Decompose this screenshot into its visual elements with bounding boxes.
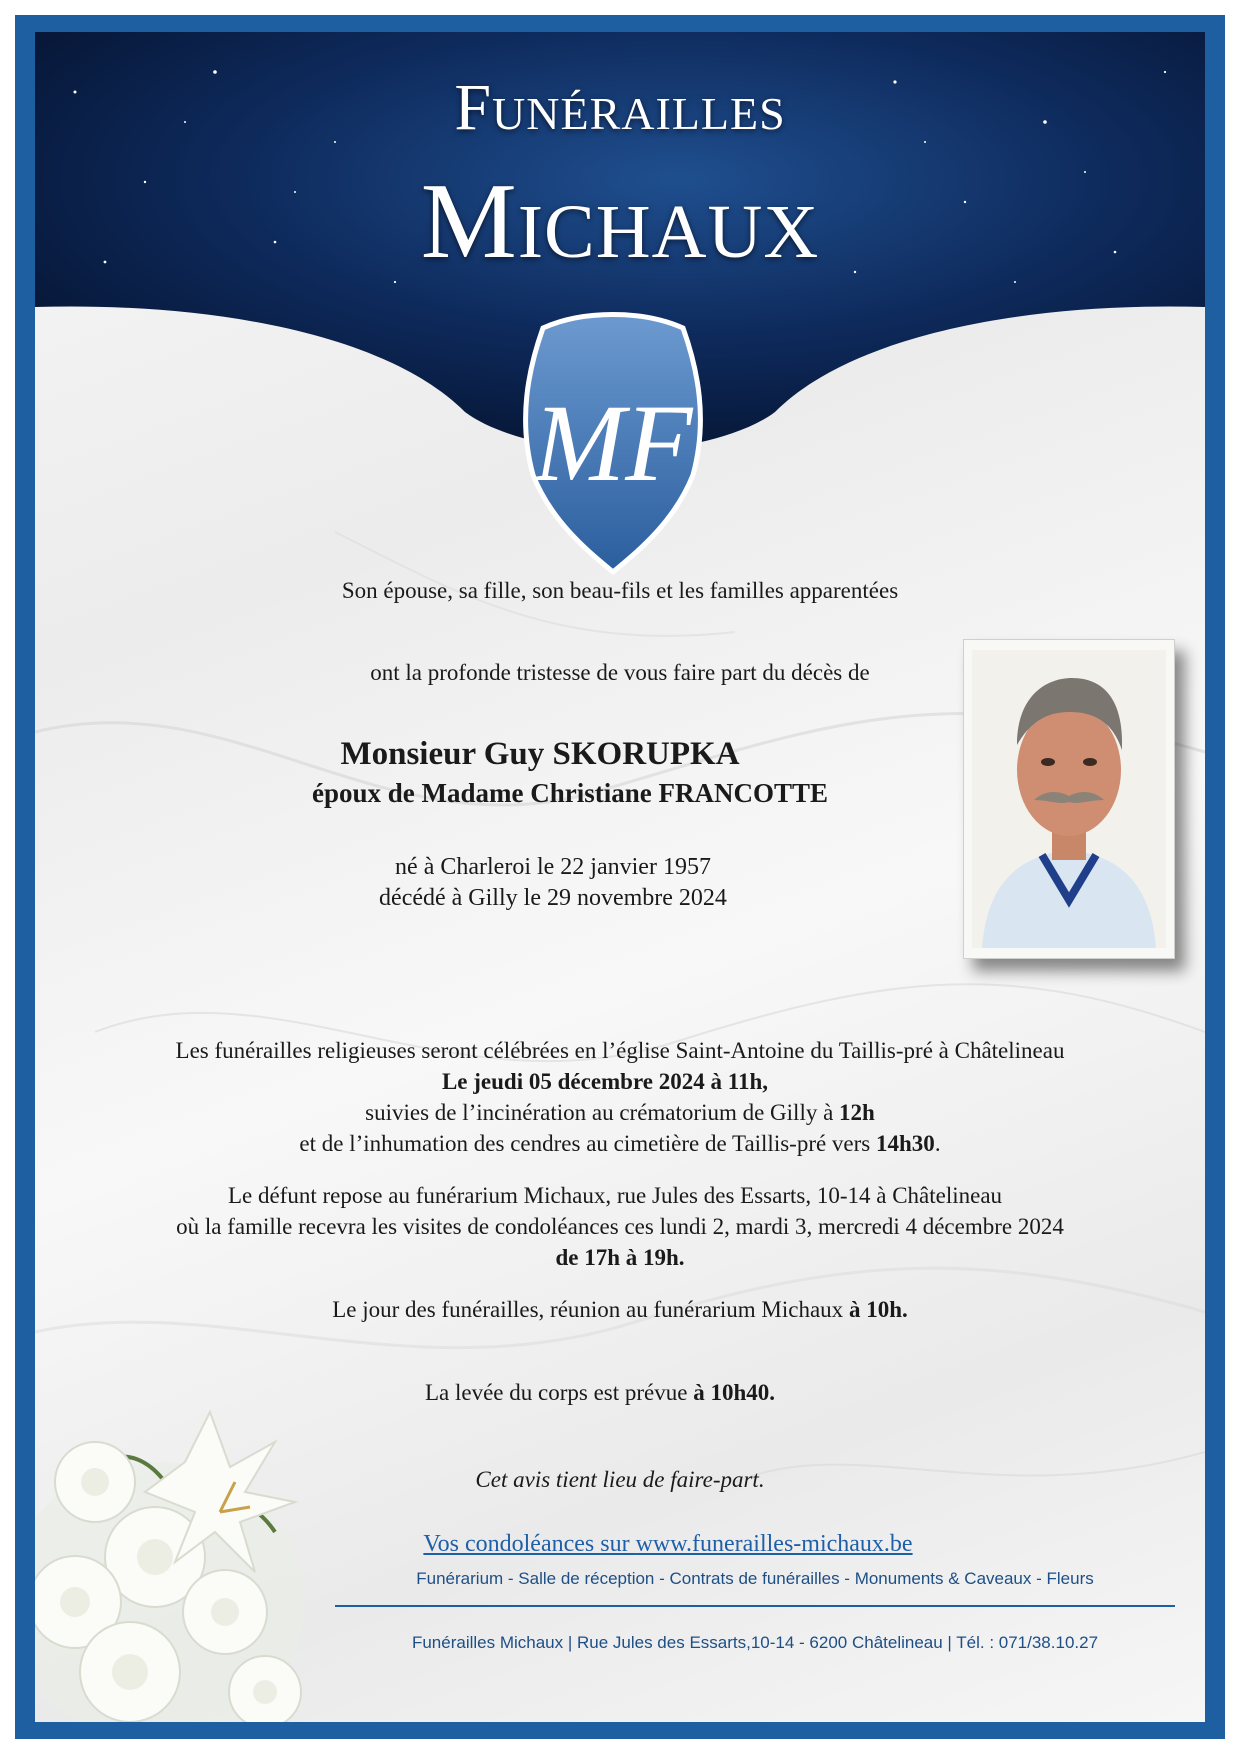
white-flowers-bouquet-image: [35, 1372, 355, 1722]
levee-time: à 10h40.: [693, 1380, 775, 1405]
brand-line-michaux: Michaux: [420, 162, 820, 281]
footer-address: Funérailles Michaux | Rue Jules des Essarts,10-14 - 6200 Châtelineau | Tél. : 071/38.10.27: [411, 1633, 1099, 1652]
ceremony-date: Le jeudi 05 décembre 2024 à 11h,: [441, 1069, 769, 1094]
inhumation-end: .: [934, 1131, 941, 1156]
meeting-line: [35, 1294, 1205, 1325]
meeting-text: Le jour des funérailles, réunion au funérarium Michaux: [332, 1297, 849, 1322]
condolences-url: www.funerailles-michaux.be: [635, 1531, 913, 1557]
inhumation-time: 14h30: [876, 1131, 935, 1156]
ceremony-location: Les funérailles religieuses seront célébrées en l’église Saint-Antoine du Taillis-pré à Châtelineau: [175, 1038, 1065, 1063]
family-intro: Son épouse, sa fille, son beau-fils et les familles apparentées: [341, 578, 899, 603]
cremation-line: [35, 1097, 1205, 1128]
portrait-illustration: [972, 650, 1166, 948]
footer-divider: [335, 1605, 1175, 1607]
notice-line: Cet avis tient lieu de faire-part.: [475, 1467, 765, 1492]
cremation-time: 12h: [839, 1100, 875, 1125]
cremation-text: suivies de l’incinération au crématorium de Gilly à: [365, 1100, 840, 1125]
inhumation-line: [35, 1128, 1205, 1159]
brand-line-funerailles: Funérailles: [454, 71, 786, 144]
footer-services: Funérarium - Salle de réception - Contrats de funérailles - Monuments & Caveaux - Fleurs: [416, 1569, 1094, 1588]
deceased-portrait-photo: [963, 639, 1175, 959]
crest-monogram: MF: [533, 382, 693, 504]
death-line: décédé à Gilly le 29 novembre 2024: [379, 885, 727, 911]
birth-line: né à Charleroi le 22 janvier 1957: [395, 854, 711, 880]
announcement-lead: ont la profonde tristesse de vous faire part du décès de: [370, 660, 870, 685]
meeting-time: à 10h.: [848, 1297, 908, 1322]
condolences-link[interactable]: [423, 1531, 912, 1557]
inhumation-text: et de l’inhumation des cendres au cimetière de Taillis-pré vers: [299, 1131, 877, 1156]
visits-location: Le défunt repose au funérarium Michaux, rue Jules des Essarts, 10-14 à Châtelineau: [227, 1183, 1003, 1208]
visits-dates: où la famille recevra les visites de condoléances ces lundi 2, mardi 3, mercredi 4 décembre 2024: [176, 1214, 1064, 1239]
spouse-line: époux de Madame Christiane FRANCOTTE: [311, 778, 828, 808]
mf-crest-logo: [513, 310, 713, 580]
deceased-name: Monsieur Guy SKORUPKA: [340, 736, 740, 772]
visits-hours: de 17h à 19h.: [555, 1245, 685, 1270]
condolences-text: Vos condoléances sur: [423, 1531, 636, 1557]
faire-part-page: [35, 32, 1205, 1722]
levee-text: La levée du corps est prévue: [424, 1380, 694, 1405]
